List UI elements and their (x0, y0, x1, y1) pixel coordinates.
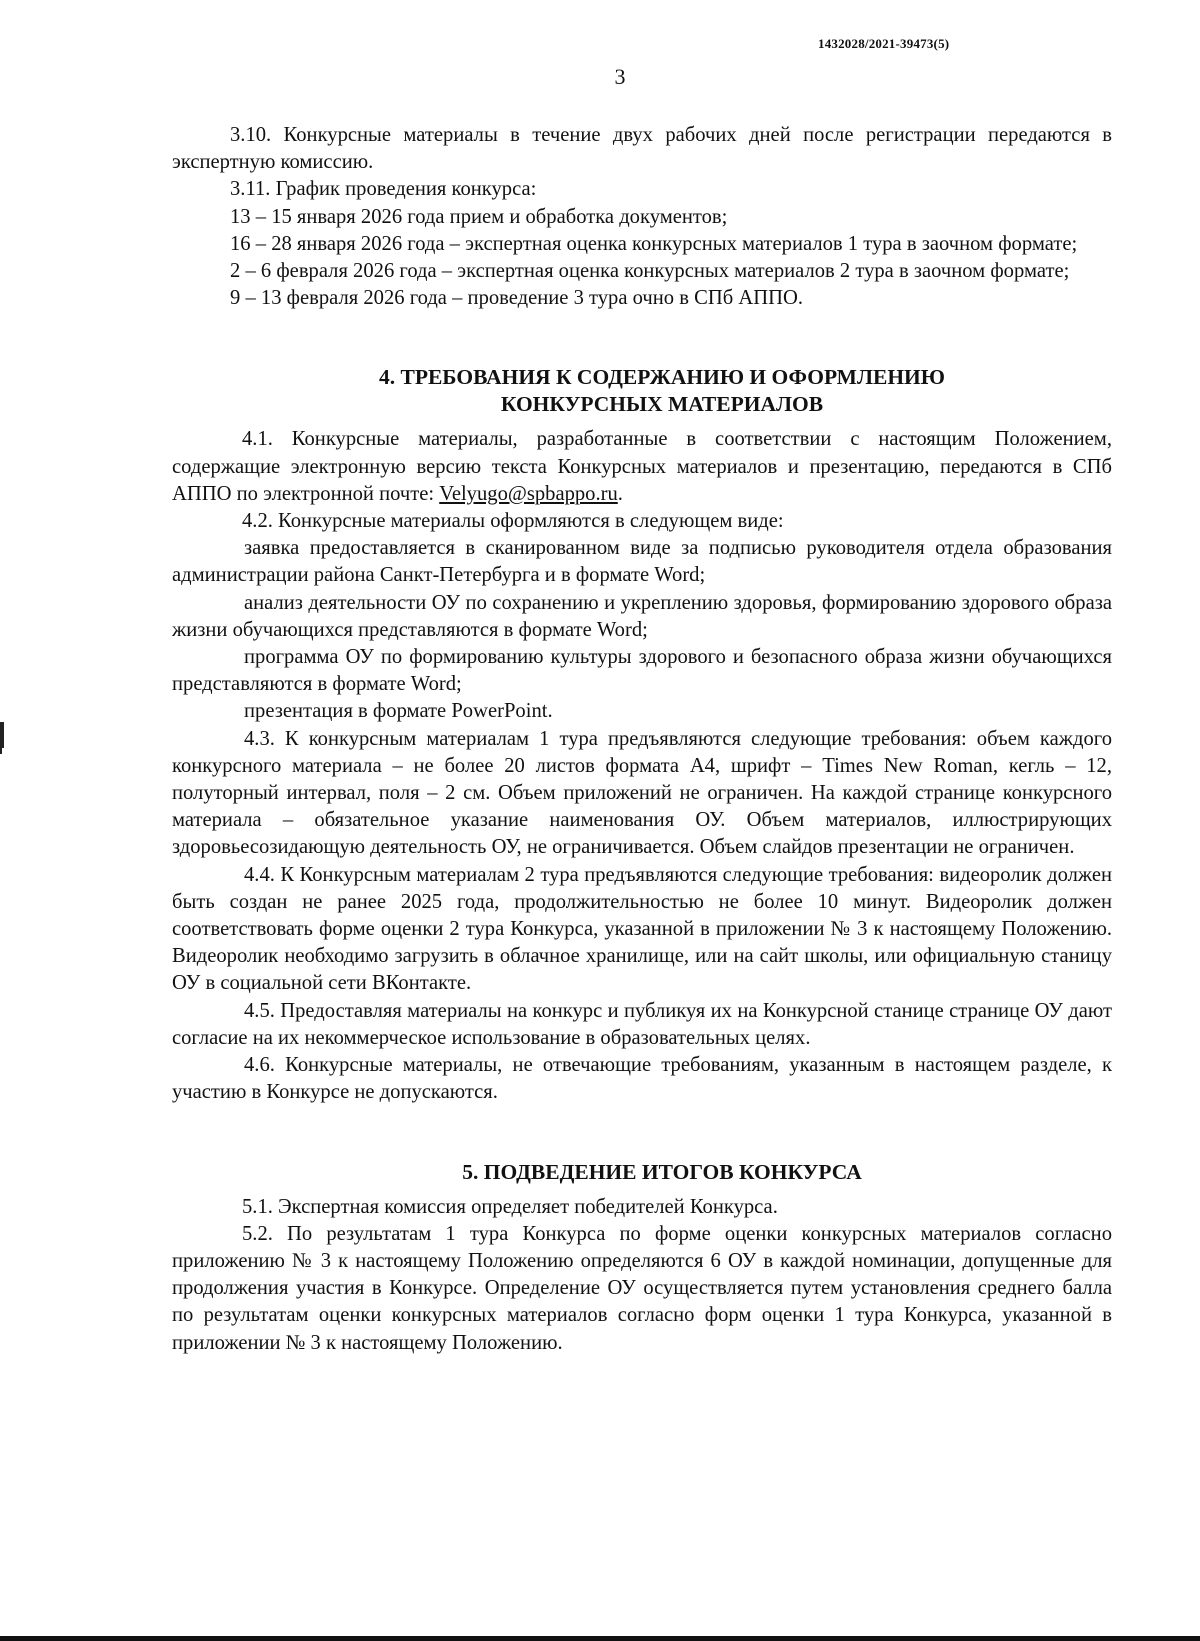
paragraph-4-1-text: 4.1. Конкурсные материалы, разработанные в соответствии с настоящим Положением, содержащие электронную версию текста Конкурсных материалов и презентацию, передаются в СПб АППО по электронной почте: (172, 428, 1112, 505)
paragraph-4-5: 4.5. Предоставляя материалы на конкурс и публикуя их на Конкурсной станице странице ОУ дают согласие на их некоммерческое использование в образовательных целях. (172, 999, 1112, 1049)
section-4-heading (172, 364, 1112, 418)
list-item: заявка предоставляется в сканированном виде за подписью руководителя отдела образования администрации района Санкт-Петербурга и в формате Word; (172, 537, 1112, 587)
scan-edge-mark (0, 722, 4, 748)
schedule-item: 9 – 13 февраля 2026 года – проведение 3 тура очно в СПб АППО. (230, 287, 803, 310)
paragraph-5-1: 5.1. Экспертная комиссия определяет победителей Конкурса. (242, 1195, 778, 1218)
paragraph-4-3: 4.3. К конкурсным материалам 1 тура предъявляются следующие требования: объем каждого конкурсного материала – не более 20 листов формата А4, шрифт – Times New Roman, кегль – 12, полуторный интервал, поля – 2 см. Объем приложений не ограничен. На каждой странице конкурсного материала – обязательное указание наименования ОУ. Объем материалов, иллюстрирующих здоровьесозидающую деятельность ОУ, не ограничивается. Объем слайдов презентации не ограничен. (172, 727, 1112, 859)
paragraph-4-6: 4.6. Конкурсные материалы, не отвечающие требованиям, указанным в настоящем разделе, к участию в Конкурсе не допускаются. (172, 1054, 1112, 1104)
paragraph-3-11: 3.11. График проведения конкурса: (230, 178, 537, 201)
paragraph-5-2: 5.2. По результатам 1 тура Конкурса по форме оценки конкурсных материалов согласно приложению № 3 к настоящему Положению определяются 6 ОУ в каждой номинации, допущенные для продолжения участия в Конкурсе. Определение ОУ осуществляется путем установления среднего балла по результатам оценки конкурсных материалов согласно форм оценки 1 тура Конкурса, указанной в приложении № 3 к настоящему Положению. (172, 1222, 1112, 1354)
document-id: 1432028/2021-39473(5) (818, 36, 950, 51)
scan-edge-mark (0, 748, 2, 754)
schedule-item: 16 – 28 января 2026 года – экспертная оценка конкурсных материалов 1 тура в заочном формате; (230, 232, 1078, 255)
spacer (172, 1107, 1112, 1159)
spacer (172, 1186, 1112, 1194)
paragraph-4-1 (172, 426, 1112, 508)
paragraph-4-1-end: . (617, 482, 623, 505)
spacer (172, 312, 1112, 364)
schedule-item: 2 – 6 февраля 2026 года – экспертная оценка конкурсных материалов 2 тура в заочном формате; (230, 260, 1070, 283)
paragraph-4-2: 4.2. Конкурсные материалы оформляются в следующем виде: (242, 510, 784, 533)
list-item: программа ОУ по формированию культуры здорового и безопасного образа жизни обучающихся представляются в формате Word; (172, 646, 1112, 696)
spacer (172, 418, 1112, 426)
paragraph-3-10: 3.10. Конкурсные материалы в течение двух рабочих дней после регистрации передаются в экспертную комиссию. (172, 124, 1112, 174)
section-5-heading: 5. ПОДВЕДЕНИЕ ИТОГОВ КОНКУРСА (462, 1159, 862, 1184)
section-4-heading-line1: 4. ТРЕБОВАНИЯ К СОДЕРЖАНИЮ И ОФОРМЛЕНИЮ (378, 365, 945, 390)
paragraph-4-4: 4.4. К Конкурсным материалам 2 тура предъявляются следующие требования: видеоролик должен быть создан не ранее 2025 года, продолжительностью не более 10 минут. Видеоролик должен соответствовать форме оценки 2 тура Конкурса, указанной в приложении № 3 к настоящему Положению. Видеоролик необходимо загрузить в облачное хранилище, или на сайт школы, или официальную станицу ОУ в социальной сети ВКонтакте. (172, 863, 1112, 995)
section-4-heading-line2: КОНКУРСНЫХ МАТЕРИАЛОВ (500, 392, 824, 417)
scan-bottom-edge (0, 1636, 1200, 1641)
page-number: 3 (614, 64, 626, 89)
schedule-item: 13 – 15 января 2026 года прием и обработка документов; (230, 205, 728, 228)
email-link[interactable]: Velyugo@spbappo.ru (439, 482, 618, 505)
list-item: презентация в формате PowerPoint. (244, 700, 553, 723)
list-item: анализ деятельности ОУ по сохранению и укреплению здоровья, формированию здорового образа жизни обучающихся представляются в формате Word; (172, 591, 1112, 641)
document-body (172, 122, 1112, 1357)
